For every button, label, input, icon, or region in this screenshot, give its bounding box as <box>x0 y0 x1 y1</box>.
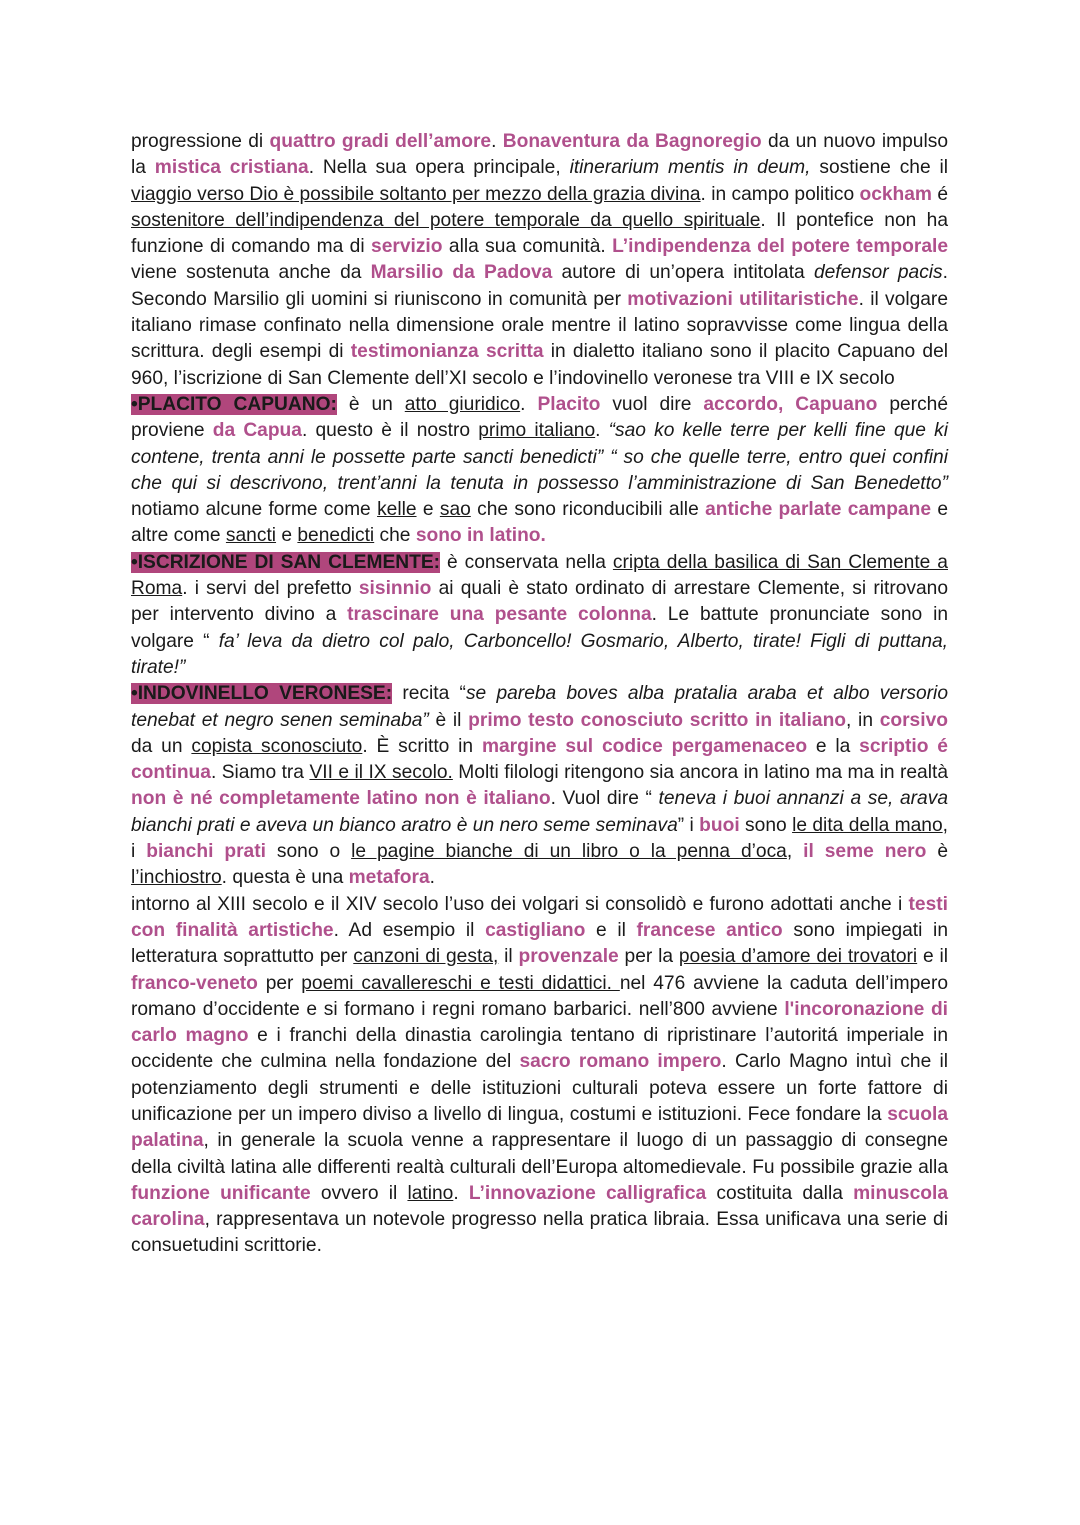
highlighted-term: L’innovazione calligrafica <box>468 1182 707 1204</box>
underlined-text: canzoni di gesta, <box>353 946 499 968</box>
text-run: notiamo alcune forme come <box>131 499 378 521</box>
text-run: sono impiegati in letteratura soprattutto per <box>131 919 948 968</box>
text-run: . <box>429 867 435 889</box>
highlighted-term: castigliano <box>485 919 586 941</box>
text-run: è il <box>428 709 469 731</box>
text-run: . in campo politico <box>700 183 860 205</box>
text-run: , in <box>846 709 880 731</box>
text-run: progressione di <box>131 131 270 152</box>
highlighted-term: funzione unificante <box>131 1182 311 1204</box>
italic-text: se pareba boves alba pratalia araba et albo versorio tenebat et negro senen seminaba” <box>131 683 948 731</box>
text-run: é <box>931 183 948 205</box>
highlighted-term: Marsilio da Padova <box>370 262 553 284</box>
paragraph-intro <box>131 129 948 392</box>
highlighted-term: margine sul codice pergamenaceo <box>481 735 808 757</box>
highlighted-term: Bonaventura da Bagnoregio <box>502 131 762 152</box>
section-heading: •INDOVINELLO VERONESE: <box>131 683 393 705</box>
text-run: perché proviene <box>131 393 948 442</box>
highlighted-term: ockham <box>859 183 932 205</box>
highlighted-term: trascinare una pesante colonna <box>347 604 652 626</box>
underlined-text: sostenitore dell’indipendenza del potere temporale da quello spirituale <box>131 209 761 231</box>
highlighted-term: sacro romano impero <box>519 1051 722 1073</box>
highlighted-term: bianchi prati <box>146 841 266 863</box>
highlighted-term: metafora <box>348 867 430 889</box>
text-run: . <box>520 393 538 415</box>
text-run: intorno al XIII secolo e il XIV secolo l’uso dei volgari si consolidò e furono adottati anche i <box>131 893 909 915</box>
italic-text: defensor pacis <box>813 262 943 284</box>
highlighted-term: scuola palatina <box>131 1103 948 1152</box>
text-run: e <box>416 499 440 521</box>
italic-text: “sao ko kelle terre per kelli fine que ki contene, trenta anni le possette parte sancti benedicti” “ so che quelle terre, entro quei confini che qui si descrivono, trent’anni la tenuta in possesso l’amministrazione di San Benedetto” <box>131 420 948 494</box>
highlighted-term: mistica cristiana <box>154 157 309 179</box>
text-run: è conservata nella <box>440 551 613 573</box>
italic-text: teneva i buoi annanzi a se, arava bianchi prati e aveva un bianco aratro è un nero seme seminava <box>131 788 948 836</box>
paragraph-placito <box>131 392 948 550</box>
highlighted-term: antiche parlate campane <box>705 499 931 521</box>
text-run: Molti filologi ritengono sia ancora in latino ma ma in realtà <box>452 762 948 784</box>
text-run: . Secondo Marsilio gli uomini si riuniscono in comunità per <box>131 262 948 310</box>
text-run: e i franchi della dinastia carolingia tentano di ripristinare l’autoritá imperiale in occidente che culmina nella fondazione del <box>131 1025 948 1073</box>
highlighted-term: l'incoronazione di carlo magno <box>131 998 948 1047</box>
underlined-text: poemi cavallereschi e testi didattici. <box>301 972 620 994</box>
text-run: sono <box>739 814 793 836</box>
text-run: recita “ <box>392 683 466 705</box>
text-run: autore di un’opera intitolata <box>552 262 814 284</box>
highlighted-term: provenzale <box>518 946 619 968</box>
text-run: da un nuovo impulso la <box>131 131 948 179</box>
highlighted-term: Placito <box>537 393 601 415</box>
text-run: per <box>257 972 302 994</box>
text-run: . Il pontefice non ha funzione di comando ma di <box>131 209 949 258</box>
text-run: . Siamo tra <box>210 762 310 784</box>
underlined-text: VII e il IX secolo. <box>309 762 453 784</box>
text-run: alla sua comunità. <box>442 236 613 258</box>
underlined-text: le pagine bianche di un libro o la penna d’oca <box>351 841 787 863</box>
text-run: . Ad esempio il <box>333 919 486 941</box>
highlighted-term: corsivo <box>879 709 948 731</box>
highlighted-term: servizio <box>371 236 443 258</box>
paragraph-clemente <box>131 550 948 681</box>
underlined-text: l’inchiostro <box>131 867 222 889</box>
text-run: . i servi del prefetto <box>182 578 359 600</box>
underlined-text: le dita della mano <box>792 814 943 836</box>
text-run: . Le battute pronunciate sono in volgare “ <box>131 604 949 652</box>
highlighted-term: franco-veneto <box>131 972 258 994</box>
text-run: che sono riconducibili alle <box>470 499 706 521</box>
text-run: , <box>786 841 804 863</box>
underlined-text: benedicti <box>297 525 375 547</box>
italic-text: fa’ leva da dietro col palo, Carboncello! Gosmario, Alberto, tirate! Figli di puttana, tirate!” <box>131 630 949 678</box>
text-run: . il volgare italiano rimase confinato nella dimensione orale mentre il latino sopravvisse come lingua della scrittura. degli esempi di <box>131 288 948 363</box>
text-run: da un <box>131 735 192 757</box>
highlighted-term: minuscola carolina <box>131 1182 948 1231</box>
highlighted-term: sisinnio <box>358 578 432 600</box>
text-run: sono o <box>265 841 352 863</box>
highlighted-term: primo testo conosciuto scritto in italiano <box>468 709 847 731</box>
text-run: è <box>926 841 949 863</box>
text-run: . questo è il nostro <box>301 420 479 442</box>
highlighted-term: non è né completamente latino non è italiano <box>131 788 551 810</box>
highlighted-term: il seme nero <box>803 841 927 863</box>
italic-text: itinerarium mentis in deum, <box>569 157 811 179</box>
text-run: sostiene che il <box>810 157 949 179</box>
text-run: , i <box>131 814 948 863</box>
text-run: e <box>276 525 298 547</box>
text-run: in dialetto italiano sono il placito Capuano del 960, l’iscrizione di San Clemente dell’XI secolo e l’indovinello veronese tra VIII e IX secolo <box>131 341 949 389</box>
text-run: . Nella sua opera principale, <box>308 157 570 179</box>
highlighted-term: L’indipendenza del potere temporale <box>612 236 948 258</box>
text-run: . <box>491 131 503 152</box>
text-run: e la <box>807 735 860 757</box>
text-run: per la <box>618 946 679 968</box>
text-run: , in generale la scuola venne a rappresentare il luogo di un passaggio di consegne della civiltà latina alle differenti realtà culturali dell’Europa altomedievale. Fu possibile grazie alla <box>131 1130 948 1178</box>
highlighted-term: motivazioni utilitaristiche <box>627 288 859 310</box>
text-run: ai quali è stato ordinato di arrestare Clemente, si ritrovano per intervento divino a <box>131 578 948 626</box>
text-run: , rappresentava un notevole progresso nella pratica libraia. Essa unificava una serie di consuetudini scrittorie. <box>131 1209 948 1257</box>
underlined-text: latino <box>407 1182 454 1204</box>
text-run: ovvero il <box>310 1182 408 1204</box>
underlined-text: viaggio verso Dio è possibile soltanto per mezzo della grazia divina <box>131 183 701 205</box>
paragraph-volgari <box>131 892 948 1260</box>
text-run: ” i <box>677 814 700 836</box>
underlined-text: sao <box>439 499 471 521</box>
section-heading: •ISCRIZIONE DI SAN CLEMENTE: <box>131 551 441 573</box>
underlined-text: primo italiano <box>478 420 596 442</box>
text-run: . Vuol dire “ <box>550 788 659 810</box>
document-page <box>131 129 948 1260</box>
underlined-text: kelle <box>377 499 417 521</box>
highlighted-term: da Capua <box>212 420 302 442</box>
underlined-text: copista sconosciuto <box>191 735 363 757</box>
highlighted-term: testimonianza scritta <box>350 341 544 363</box>
text-run: nel 476 avviene la caduta dell’impero romano d’occidente e si formano i regni romano barbarici. nell’800 avviene <box>131 972 949 1020</box>
text-run: e il <box>585 919 637 941</box>
text-run: e il <box>917 946 948 968</box>
highlighted-term: testi con finalità artistiche <box>131 893 948 941</box>
section-heading: •PLACITO CAPUANO: <box>131 393 337 415</box>
text-run: e altre come <box>131 499 948 547</box>
underlined-text: sancti <box>225 525 277 547</box>
text-run: . <box>595 420 609 442</box>
underlined-text: cripta della basilica di San Clemente a Roma <box>131 551 948 600</box>
text-run: che <box>374 525 416 547</box>
text-run: . questa è una <box>221 867 349 889</box>
text-run: costituita dalla <box>706 1182 854 1204</box>
highlighted-term: quattro gradi dell’amore <box>269 131 492 152</box>
highlighted-term: buoi <box>699 814 740 836</box>
paragraph-indovinello <box>131 681 948 891</box>
text-run: è un <box>336 393 405 415</box>
text-run: . È scritto in <box>362 735 482 757</box>
underlined-text: atto giuridico <box>404 393 521 415</box>
text-run: vuol dire <box>600 393 704 415</box>
highlighted-term: scriptio é continua <box>131 735 948 784</box>
text-run: viene sostenuta anche da <box>131 262 371 284</box>
highlighted-term: francese antico <box>636 919 783 941</box>
underlined-text: poesia d’amore dei trovatori <box>678 946 918 968</box>
text-run: . <box>453 1182 469 1204</box>
highlighted-term: sono in latino. <box>415 525 546 547</box>
highlighted-term: accordo, Capuano <box>703 393 878 415</box>
text-run: . Carlo Magno intuì che il potenziamento degli strumenti e delle istituzioni culturali poteva essere un forte fattore di unificazione per un impero diviso a livello di lingua, costumi e istituzioni. Fece fondare la <box>131 1051 949 1125</box>
text-run: il <box>498 946 519 968</box>
